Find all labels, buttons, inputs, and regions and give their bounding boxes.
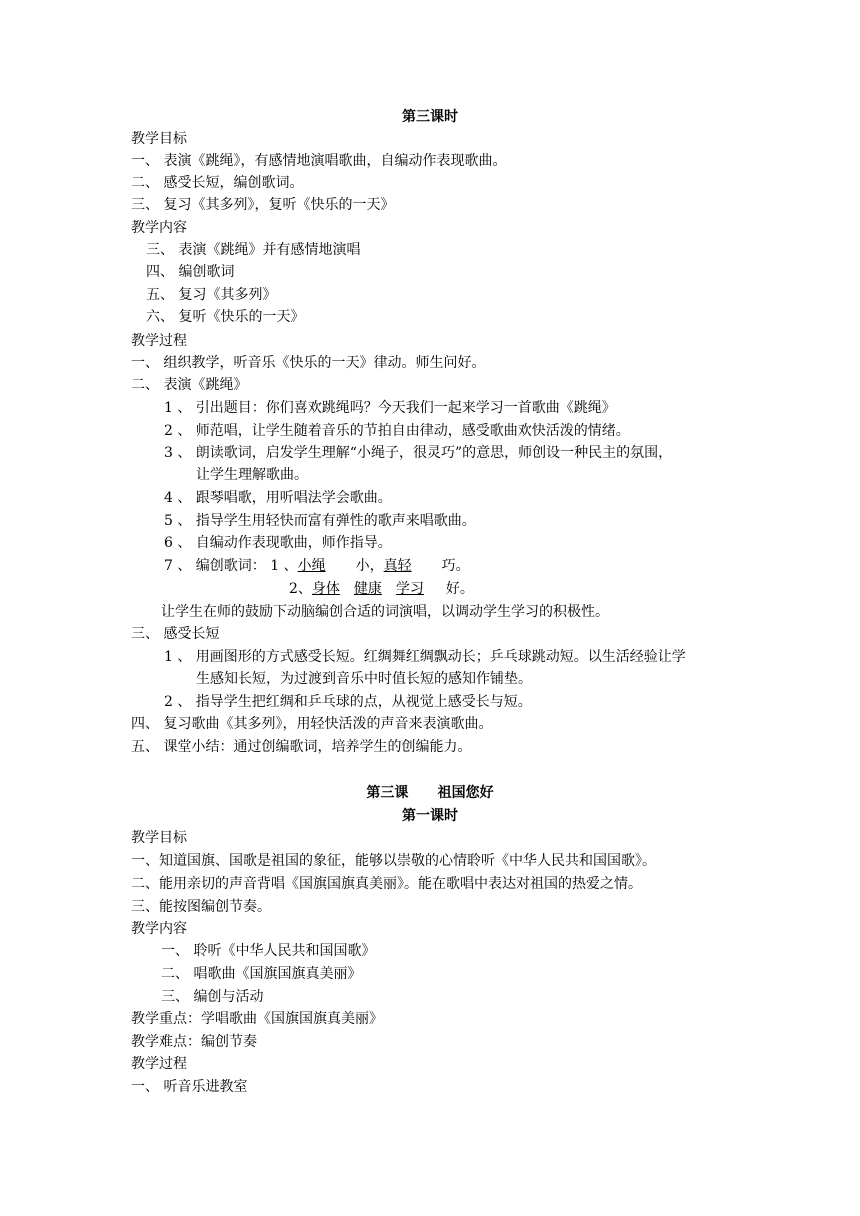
goal-item: 一、 表演《跳绳》，有感情地演唱歌曲，自编动作表现歌曲。 bbox=[131, 153, 507, 169]
content-item: 四、 编创歌词 bbox=[146, 264, 235, 280]
process-heading: 教学过程 bbox=[131, 1056, 187, 1072]
blank-word: 健康 bbox=[353, 581, 382, 597]
process-substep: 3 、 朗读歌词，启发学生理解“小绳子，很灵巧”的意思，师创设一种民主的氛围， bbox=[164, 445, 673, 461]
process-substep: 4 、 跟琴唱歌，用听唱法学会歌曲。 bbox=[164, 490, 392, 506]
lesson-title: 第三课 祖国您好 bbox=[366, 785, 494, 801]
process-step: 一、 听音乐进教室 bbox=[131, 1079, 248, 1095]
lyrics-creation-line-2 bbox=[289, 578, 474, 600]
blank-word: 学习 bbox=[395, 581, 424, 597]
content-heading: 教学内容 bbox=[131, 921, 187, 937]
lyrics-prefix: 2、 bbox=[289, 581, 312, 597]
content-item: 五、 复习《其多列》 bbox=[146, 287, 277, 303]
blank-word: 小绳 bbox=[297, 558, 326, 574]
process-step: 二、 表演《跳绳》 bbox=[131, 377, 248, 393]
content-item: 六、 复听《快乐的一天》 bbox=[146, 309, 305, 325]
process-step: 一、 组织教学，听音乐《快乐的一天》律动。师生问好。 bbox=[131, 355, 486, 371]
content-item: 三、 编创与活动 bbox=[161, 989, 264, 1005]
process-step: 四、 复习歌曲《其多列》，用轻快活泼的声音来表演歌曲。 bbox=[131, 716, 493, 732]
blank-word: 真轻 bbox=[383, 558, 412, 574]
process-substep: 6 、 自编动作表现歌曲，师作指导。 bbox=[164, 535, 392, 551]
blank-word: 身体 bbox=[311, 581, 340, 597]
section-title: 第一课时 bbox=[402, 808, 458, 824]
content-item: 二、 唱歌曲《国旗国旗真美丽》 bbox=[161, 966, 362, 982]
goal-item: 三、能按图编创节奏。 bbox=[131, 899, 271, 915]
section-title: 第三课时 bbox=[402, 109, 458, 125]
lyrics-prefix: 7 、 编创歌词： 1 、 bbox=[164, 558, 298, 574]
goal-item: 二、能用亲切的声音背唱《国旗国旗真美丽》。能在歌唱中表达对祖国的热爱之情。 bbox=[131, 876, 642, 892]
lyrics-text: 小， bbox=[355, 558, 384, 574]
content-item: 三、 表演《跳绳》并有感情地演唱 bbox=[146, 242, 361, 258]
goals-heading: 教学目标 bbox=[131, 131, 187, 147]
process-substep: 1 、 引出题目：你们喜欢跳绳吗？今天我们一起来学习一首歌曲《跳绳》 bbox=[164, 400, 616, 416]
goal-item: 三、 复习《其多列》，复听《快乐的一天》 bbox=[131, 197, 395, 213]
goal-item: 二、 感受长短，编创歌词。 bbox=[131, 175, 304, 191]
content-item: 一、 聆听《中华人民共和国国歌》 bbox=[161, 943, 376, 959]
lyrics-creation-line-1 bbox=[164, 555, 470, 577]
process-substep: 2 、 师范唱，让学生随着音乐的节拍自由律动，感受歌曲欢快活泼的情绪。 bbox=[164, 423, 630, 439]
process-substep: 1 、 用画图形的方式感受长短。红绸舞红绸飘动长；乒乓球跳动短。以生活经验让学 bbox=[164, 649, 686, 665]
process-note: 让学生在师的鼓励下动脑编创合适的词演唱，以调动学生学习的积极性。 bbox=[161, 604, 609, 620]
content-heading: 教学内容 bbox=[131, 220, 187, 236]
process-substep: 2 、 指导学生把红绸和乒乓球的点，从视觉上感受长与短。 bbox=[164, 694, 532, 710]
key-point: 教学重点：学唱歌曲《国旗国旗真美丽》 bbox=[131, 1011, 383, 1027]
process-substep-cont: 让学生理解歌曲。 bbox=[196, 467, 308, 483]
goal-item: 一、知道国旗、国歌是祖国的象征，能够以崇敬的心情聆听《中华人民共和国国歌》。 bbox=[131, 853, 656, 869]
process-substep: 5 、 指导学生用轻快而富有弹性的歌声来唱歌曲。 bbox=[164, 513, 476, 529]
process-step: 三、 感受长短 bbox=[131, 626, 220, 642]
process-substep-cont: 生感知长短，为过渡到音乐中时值长短的感知作铺垫。 bbox=[196, 671, 532, 687]
goals-heading: 教学目标 bbox=[131, 830, 187, 846]
difficulty: 教学难点：编创节奏 bbox=[131, 1034, 257, 1050]
lyrics-text: 巧。 bbox=[441, 558, 470, 574]
process-heading: 教学过程 bbox=[131, 333, 187, 349]
lyrics-text: 好。 bbox=[445, 581, 474, 597]
process-step: 五、 课堂小结：通过创编歌词，培养学生的创编能力。 bbox=[131, 739, 472, 755]
